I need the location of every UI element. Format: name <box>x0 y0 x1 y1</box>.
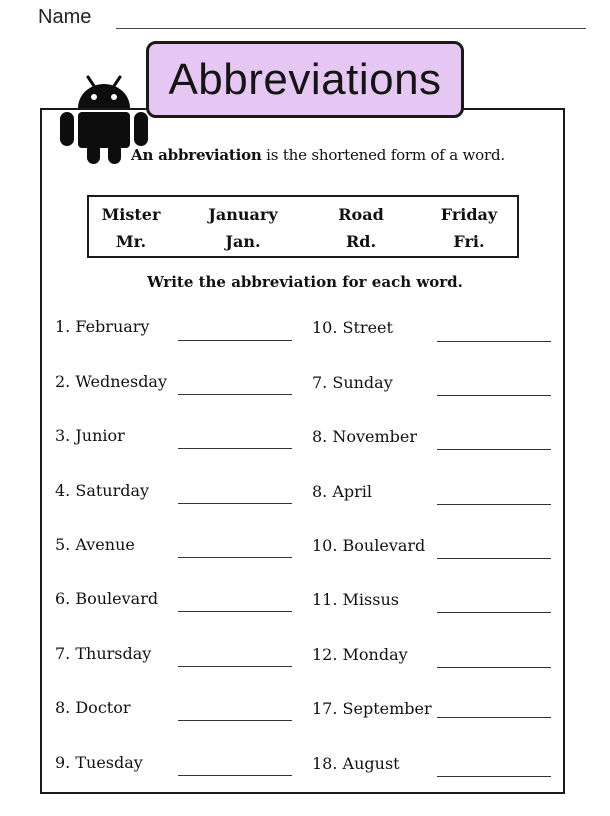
example-abbreviation: Mr. <box>115 232 147 251</box>
answer-line[interactable] <box>437 717 551 718</box>
intro-term: An abbreviation <box>131 146 262 164</box>
example-word: January <box>208 205 278 224</box>
answer-line[interactable] <box>178 340 292 341</box>
example-pair <box>311 201 411 255</box>
answer-line[interactable] <box>178 775 292 776</box>
title-box <box>146 41 464 118</box>
word-item: 2. Wednesday <box>55 372 168 391</box>
word-item: 8. Doctor <box>55 698 131 717</box>
word-item: 9. Tuesday <box>55 753 143 772</box>
word-item: 7. Sunday <box>312 373 393 392</box>
word-item: 10. Boulevard <box>312 536 426 555</box>
name-label: Name <box>38 6 92 28</box>
name-line[interactable] <box>116 28 586 29</box>
word-item: 6. Boulevard <box>55 589 159 608</box>
answer-line[interactable] <box>437 776 551 777</box>
answer-line[interactable] <box>178 557 292 558</box>
answer-line[interactable] <box>178 448 292 449</box>
word-item: 8. April <box>312 482 373 501</box>
example-abbreviation: Jan. <box>225 232 261 251</box>
instruction: Write the abbreviation for each word. <box>147 273 463 291</box>
example-word: Friday <box>440 205 498 224</box>
answer-line[interactable] <box>178 720 292 721</box>
answer-line[interactable] <box>178 666 292 667</box>
example-pair <box>81 201 181 255</box>
example-abbreviation: Rd. <box>345 232 377 251</box>
answer-line[interactable] <box>437 667 551 668</box>
example-abbreviation: Fri. <box>453 232 485 251</box>
answer-line[interactable] <box>178 611 292 612</box>
examples-box <box>87 195 519 258</box>
word-item: 18. August <box>312 754 400 773</box>
example-pair <box>193 201 293 255</box>
name-row <box>38 4 586 30</box>
example-pair <box>419 201 519 255</box>
word-item: 17. September <box>312 699 432 718</box>
word-item: 10. Street <box>312 318 393 337</box>
example-word: Mister <box>101 205 161 224</box>
page-title: Abbreviations <box>168 54 442 104</box>
word-item: 3. Junior <box>55 426 125 445</box>
word-item: 1. February <box>55 317 150 336</box>
answer-line[interactable] <box>178 394 292 395</box>
example-word: Road <box>338 205 384 224</box>
answer-line[interactable] <box>437 612 551 613</box>
intro-definition: is the shortened form of a word. <box>261 146 505 164</box>
word-item: 5. Avenue <box>55 535 135 554</box>
word-item: 12. Monday <box>312 645 408 664</box>
word-item: 7. Thursday <box>55 644 152 663</box>
answer-line[interactable] <box>437 341 551 342</box>
word-item: 8. November <box>312 427 418 446</box>
intro-sentence <box>131 146 505 164</box>
answer-line[interactable] <box>437 395 551 396</box>
word-item: 11. Missus <box>312 590 399 609</box>
answer-line[interactable] <box>178 503 292 504</box>
answer-line[interactable] <box>437 504 551 505</box>
answer-line[interactable] <box>437 558 551 559</box>
answer-line[interactable] <box>437 449 551 450</box>
word-item: 4. Saturday <box>55 481 150 500</box>
